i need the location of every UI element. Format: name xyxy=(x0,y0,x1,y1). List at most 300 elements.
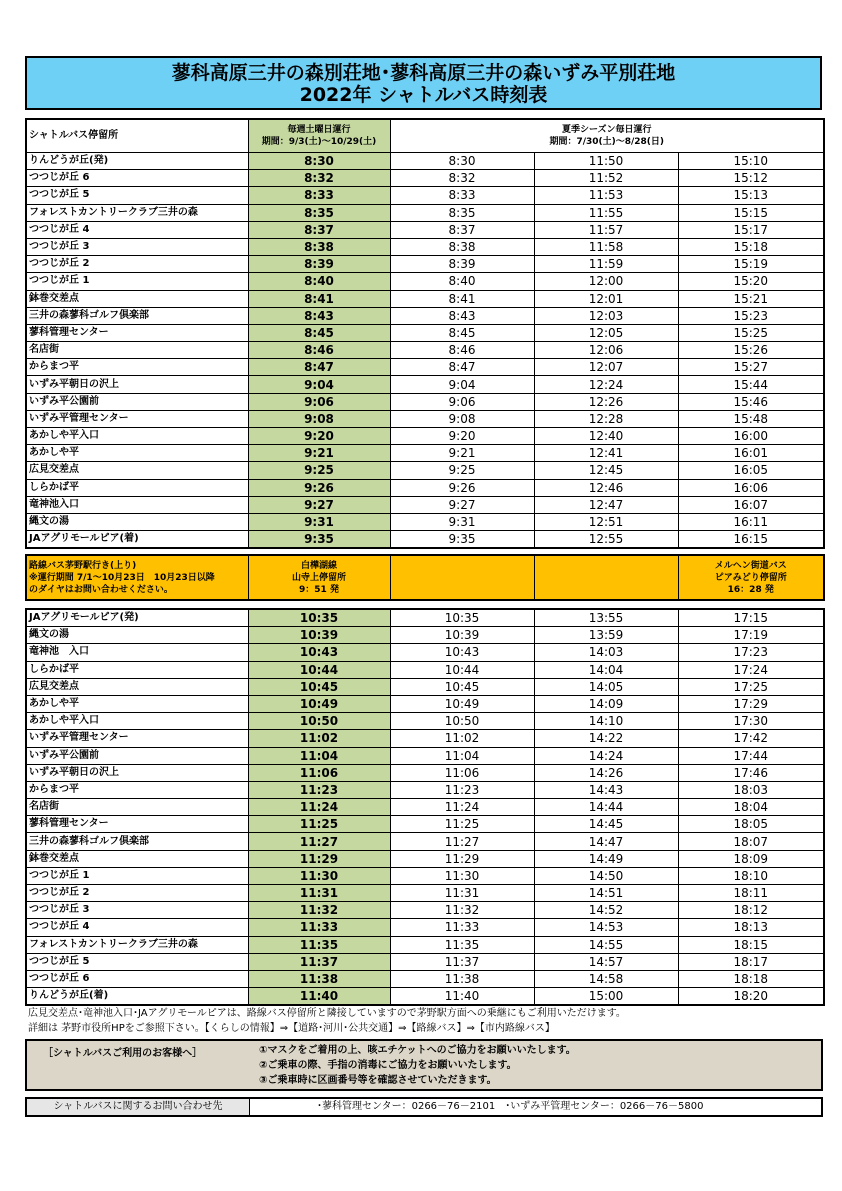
summer-time: 11:52 xyxy=(534,170,678,187)
saturday-time: 11:37 xyxy=(248,953,390,970)
saturday-time: 11:24 xyxy=(248,799,390,816)
notice-item-1: ①マスクをご着用の上、咳エチケットへのご協力をお願いいたします。 xyxy=(259,1045,576,1056)
stop-name: いずみ平朝日の沢上 xyxy=(26,764,248,781)
stop-name: からまつ平 xyxy=(26,781,248,798)
saturday-time: 8:30 xyxy=(248,153,390,170)
summer-time: 16:05 xyxy=(678,462,824,479)
summer-time: 8:38 xyxy=(390,238,534,255)
table-row xyxy=(26,376,824,393)
table-row xyxy=(26,747,824,764)
stop-name: 蓼科管理センター xyxy=(26,816,248,833)
saturday-title: 毎週土曜日運行 xyxy=(287,125,351,135)
table-row xyxy=(26,170,824,187)
summer-time: 12:07 xyxy=(534,359,678,376)
route-bus-note: のダイヤはお問い合わせください。 xyxy=(29,584,173,595)
table-row xyxy=(26,256,824,273)
summer-time: 14:50 xyxy=(534,867,678,884)
summer-time: 14:10 xyxy=(534,713,678,730)
summer-time: 9:08 xyxy=(390,410,534,427)
notice-item-3: ③ご乗車時に区画番号等を確認させていただきます。 xyxy=(259,1075,497,1086)
saturday-time: 8:46 xyxy=(248,342,390,359)
summer-time: 8:43 xyxy=(390,307,534,324)
summer-time: 17:19 xyxy=(678,627,824,644)
summer-time: 8:41 xyxy=(390,290,534,307)
stop-name: つつじが丘 3 xyxy=(26,902,248,919)
stop-name: いずみ平管理センター xyxy=(26,730,248,747)
summer-time: 18:04 xyxy=(678,799,824,816)
table-row xyxy=(26,695,824,712)
table-row xyxy=(26,850,824,867)
summer-time: 12:06 xyxy=(534,342,678,359)
table-row xyxy=(26,153,824,170)
saturday-time: 10:50 xyxy=(248,713,390,730)
route-bus-period: ※運行期間 7/1～10月23日 10月23日以降 xyxy=(29,572,215,583)
stop-name: フォレストカントリークラブ三井の森 xyxy=(26,936,248,953)
summer-time: 11:37 xyxy=(390,953,534,970)
marchen-kaido-bus-info xyxy=(678,555,824,600)
summer-time: 14:51 xyxy=(534,885,678,902)
summer-time: 12:41 xyxy=(534,445,678,462)
saturday-time: 10:49 xyxy=(248,695,390,712)
summer-time: 18:15 xyxy=(678,936,824,953)
summer-time: 8:30 xyxy=(390,153,534,170)
summer-time: 10:39 xyxy=(390,627,534,644)
summer-time: 18:05 xyxy=(678,816,824,833)
stop-name: 名店街 xyxy=(26,342,248,359)
line-name: 白樺湖線 xyxy=(300,560,337,571)
summer-time: 14:26 xyxy=(534,764,678,781)
saturday-time: 9:25 xyxy=(248,462,390,479)
summer-time: 11:38 xyxy=(390,970,534,987)
summer-time: 12:03 xyxy=(534,307,678,324)
table-row xyxy=(26,627,824,644)
summer-time: 12:45 xyxy=(534,462,678,479)
saturday-period: 期間：9/3(土)～10/29(土) xyxy=(261,137,377,147)
empty-cell xyxy=(534,555,678,600)
summer-time: 9:06 xyxy=(390,393,534,410)
summer-time: 14:03 xyxy=(534,644,678,661)
summer-time: 11:58 xyxy=(534,238,678,255)
details-note: 詳細は 茅野市役所HPをご参照下さい。【くらしの情報】⇒【道路･河川･公共交通】⇒【路線バス】⇒【市内路線バス】 xyxy=(28,1023,555,1034)
summer-time: 11:50 xyxy=(534,153,678,170)
summer-time: 18:03 xyxy=(678,781,824,798)
summer-time: 14:43 xyxy=(534,781,678,798)
stop-name: あかしや平入口 xyxy=(26,428,248,445)
summer-time: 10:50 xyxy=(390,713,534,730)
summer-time: 15:48 xyxy=(678,410,824,427)
saturday-time: 8:43 xyxy=(248,307,390,324)
summer-time: 13:59 xyxy=(534,627,678,644)
summer-time: 18:10 xyxy=(678,867,824,884)
stop-name: 広見交差点 xyxy=(26,678,248,695)
stop-name: りんどうが丘(着) xyxy=(26,988,248,1006)
summer-time: 10:49 xyxy=(390,695,534,712)
summer-time: 11:57 xyxy=(534,221,678,238)
saturday-time: 10:35 xyxy=(248,609,390,627)
stop-name: あかしや平 xyxy=(26,695,248,712)
summer-time: 10:45 xyxy=(390,678,534,695)
table-row xyxy=(26,970,824,987)
summer-time: 17:29 xyxy=(678,695,824,712)
stop-name: つつじが丘 4 xyxy=(26,919,248,936)
saturday-time: 8:38 xyxy=(248,238,390,255)
summer-time: 17:25 xyxy=(678,678,824,695)
stop-name: しらかば平 xyxy=(26,661,248,678)
route-bus-connection-row xyxy=(25,554,825,601)
summer-time: 8:32 xyxy=(390,170,534,187)
saturday-time: 8:37 xyxy=(248,221,390,238)
summer-time: 9:04 xyxy=(390,376,534,393)
saturday-time: 8:47 xyxy=(248,359,390,376)
summer-time: 14:58 xyxy=(534,970,678,987)
summer-time: 11:33 xyxy=(390,919,534,936)
summer-time: 17:30 xyxy=(678,713,824,730)
summer-time: 18:18 xyxy=(678,970,824,987)
stop-name: つつじが丘 5 xyxy=(26,187,248,204)
table-row xyxy=(26,324,824,341)
summer-time: 12:47 xyxy=(534,496,678,513)
summer-time: 11:06 xyxy=(390,764,534,781)
summer-time: 14:05 xyxy=(534,678,678,695)
empty-cell xyxy=(390,555,534,600)
summer-time: 12:24 xyxy=(534,376,678,393)
summer-period: 期間：7/30(土)～8/28(日) xyxy=(549,137,665,147)
inbound-timetable xyxy=(25,608,825,1006)
summer-time: 12:28 xyxy=(534,410,678,427)
summer-time: 8:47 xyxy=(390,359,534,376)
saturday-time: 11:30 xyxy=(248,867,390,884)
table-row xyxy=(26,988,824,1006)
saturday-time: 11:27 xyxy=(248,833,390,850)
stop-name: ピアみどり停留所 xyxy=(714,572,787,583)
table-row xyxy=(26,833,824,850)
stop-name: あかしや平入口 xyxy=(26,713,248,730)
summer-time: 15:20 xyxy=(678,273,824,290)
stop-name: つつじが丘 1 xyxy=(26,867,248,884)
summer-time: 18:12 xyxy=(678,902,824,919)
stop-name: いずみ平朝日の沢上 xyxy=(26,376,248,393)
summer-time: 8:33 xyxy=(390,187,534,204)
stop-name: しらかば平 xyxy=(26,479,248,496)
title-banner xyxy=(25,56,822,110)
summer-time: 11:02 xyxy=(390,730,534,747)
table-row xyxy=(26,919,824,936)
table-row xyxy=(26,393,824,410)
saturday-time: 9:21 xyxy=(248,445,390,462)
summer-time: 15:13 xyxy=(678,187,824,204)
summer-time: 12:55 xyxy=(534,531,678,549)
saturday-time: 8:41 xyxy=(248,290,390,307)
stop-name: 蓼科管理センター xyxy=(26,324,248,341)
stop-name: あかしや平 xyxy=(26,445,248,462)
summer-time: 14:47 xyxy=(534,833,678,850)
stop-name: 広見交差点 xyxy=(26,462,248,479)
summer-time: 11:29 xyxy=(390,850,534,867)
summer-time: 11:40 xyxy=(390,988,534,1006)
saturday-time: 8:33 xyxy=(248,187,390,204)
stop-name: つつじが丘 5 xyxy=(26,953,248,970)
summer-time: 15:44 xyxy=(678,376,824,393)
stop-name: つつじが丘 1 xyxy=(26,273,248,290)
departure-time: 16：28 発 xyxy=(727,584,774,595)
summer-title: 夏季シーズン毎日運行 xyxy=(561,125,652,135)
summer-time: 17:15 xyxy=(678,609,824,627)
saturday-time: 9:35 xyxy=(248,531,390,549)
table-row xyxy=(26,953,824,970)
route-bus-info xyxy=(26,555,248,600)
contact-info: ･蓼科管理センター：0266－76－2101 ･いずみ平管理センター：0266－76－5800 xyxy=(317,1101,704,1112)
summer-time: 18:11 xyxy=(678,885,824,902)
table-row xyxy=(26,445,824,462)
table-row xyxy=(26,644,824,661)
summer-time: 8:45 xyxy=(390,324,534,341)
notice-item-2: ②ご乗車の際、手指の消毒にご協力をお願いいたします。 xyxy=(259,1060,517,1071)
summer-time: 9:31 xyxy=(390,513,534,530)
shirakabako-line-info xyxy=(248,555,390,600)
summer-time: 16:06 xyxy=(678,479,824,496)
summer-time: 16:15 xyxy=(678,531,824,549)
summer-time: 18:20 xyxy=(678,988,824,1006)
stop-name: JAアグリモールピア(発) xyxy=(26,609,248,627)
stop-column-header: シャトルバス停留所 xyxy=(26,119,248,153)
saturday-time: 8:32 xyxy=(248,170,390,187)
table-row xyxy=(26,342,824,359)
transfer-note: 広見交差点･竜神池入口･JAアグリモールピアは、路線バス停留所と隣接していますので茅野駅方面への乗継にもご利用いただけます。 xyxy=(28,1008,626,1019)
summer-time: 16:00 xyxy=(678,428,824,445)
summer-time: 9:27 xyxy=(390,496,534,513)
table-row xyxy=(26,204,824,221)
table-row xyxy=(26,885,824,902)
summer-time: 18:13 xyxy=(678,919,824,936)
table-row xyxy=(26,359,824,376)
table-row xyxy=(26,764,824,781)
summer-time: 14:57 xyxy=(534,953,678,970)
summer-time: 15:23 xyxy=(678,307,824,324)
summer-time: 14:44 xyxy=(534,799,678,816)
saturday-time: 9:08 xyxy=(248,410,390,427)
summer-time: 11:55 xyxy=(534,204,678,221)
table-row xyxy=(26,936,824,953)
saturday-time: 11:40 xyxy=(248,988,390,1006)
summer-time: 18:09 xyxy=(678,850,824,867)
summer-time: 8:40 xyxy=(390,273,534,290)
saturday-time: 11:04 xyxy=(248,747,390,764)
table-row xyxy=(26,713,824,730)
stop-name: JAアグリモールピア(着) xyxy=(26,531,248,549)
summer-time: 16:01 xyxy=(678,445,824,462)
summer-time: 14:24 xyxy=(534,747,678,764)
summer-time: 17:24 xyxy=(678,661,824,678)
summer-time: 12:05 xyxy=(534,324,678,341)
saturday-time: 11:31 xyxy=(248,885,390,902)
summer-time: 16:11 xyxy=(678,513,824,530)
table-row xyxy=(26,290,824,307)
summer-time: 8:39 xyxy=(390,256,534,273)
stop-name: つつじが丘 2 xyxy=(26,256,248,273)
summer-time: 11:53 xyxy=(534,187,678,204)
saturday-time: 11:35 xyxy=(248,936,390,953)
saturday-time: 8:40 xyxy=(248,273,390,290)
contact-label: シャトルバスに関するお問い合わせ先 xyxy=(27,1099,250,1115)
table-row xyxy=(26,496,824,513)
table-row xyxy=(26,462,824,479)
summer-time: 11:24 xyxy=(390,799,534,816)
stop-name: 三井の森蓼科ゴルフ倶楽部 xyxy=(26,833,248,850)
departure-time: 9：51 発 xyxy=(299,584,339,595)
saturday-time: 10:44 xyxy=(248,661,390,678)
stop-name: つつじが丘 4 xyxy=(26,221,248,238)
saturday-time: 10:39 xyxy=(248,627,390,644)
summer-time: 14:49 xyxy=(534,850,678,867)
timetable-header xyxy=(26,119,824,153)
table-row xyxy=(26,730,824,747)
stop-name: 竜神池 入口 xyxy=(26,644,248,661)
summer-time: 15:12 xyxy=(678,170,824,187)
summer-time: 11:32 xyxy=(390,902,534,919)
summer-time: 14:53 xyxy=(534,919,678,936)
saturday-time: 11:29 xyxy=(248,850,390,867)
route-bus-title: 路線バス茅野駅行き(上り) xyxy=(29,560,137,571)
summer-time: 15:26 xyxy=(678,342,824,359)
saturday-time: 11:33 xyxy=(248,919,390,936)
summer-time: 15:21 xyxy=(678,290,824,307)
saturday-time: 11:32 xyxy=(248,902,390,919)
stop-name: つつじが丘 6 xyxy=(26,170,248,187)
summer-time: 11:04 xyxy=(390,747,534,764)
stop-name: 三井の森蓼科ゴルフ倶楽部 xyxy=(26,307,248,324)
summer-time: 11:23 xyxy=(390,781,534,798)
summer-time: 11:27 xyxy=(390,833,534,850)
stop-name: つつじが丘 2 xyxy=(26,885,248,902)
saturday-time: 8:39 xyxy=(248,256,390,273)
table-row xyxy=(26,678,824,695)
page-subtitle: 2022年 シャトルバス時刻表 xyxy=(299,84,548,106)
stop-name: つつじが丘 3 xyxy=(26,238,248,255)
summer-time: 14:04 xyxy=(534,661,678,678)
table-row xyxy=(26,661,824,678)
saturday-time: 9:31 xyxy=(248,513,390,530)
saturday-time: 9:27 xyxy=(248,496,390,513)
table-row xyxy=(26,428,824,445)
saturday-time: 11:23 xyxy=(248,781,390,798)
summer-time: 10:35 xyxy=(390,609,534,627)
stop-name: 縄文の湯 xyxy=(26,513,248,530)
summer-time: 9:21 xyxy=(390,445,534,462)
summer-time: 14:52 xyxy=(534,902,678,919)
summer-time: 16:07 xyxy=(678,496,824,513)
summer-time: 15:10 xyxy=(678,153,824,170)
summer-time: 12:26 xyxy=(534,393,678,410)
summer-time: 8:37 xyxy=(390,221,534,238)
stop-name: いずみ平公園前 xyxy=(26,747,248,764)
contact-box xyxy=(25,1097,823,1117)
summer-time: 11:35 xyxy=(390,936,534,953)
stop-name: りんどうが丘(発) xyxy=(26,153,248,170)
table-row xyxy=(26,531,824,549)
summer-time: 17:44 xyxy=(678,747,824,764)
stop-name: 縄文の湯 xyxy=(26,627,248,644)
stop-name: フォレストカントリークラブ三井の森 xyxy=(26,204,248,221)
summer-time: 18:17 xyxy=(678,953,824,970)
summer-time: 9:26 xyxy=(390,479,534,496)
table-row xyxy=(26,513,824,530)
table-row xyxy=(26,902,824,919)
summer-time: 15:17 xyxy=(678,221,824,238)
summer-time: 8:46 xyxy=(390,342,534,359)
saturday-time: 10:45 xyxy=(248,678,390,695)
summer-time: 15:46 xyxy=(678,393,824,410)
table-row xyxy=(26,187,824,204)
saturday-time: 8:45 xyxy=(248,324,390,341)
summer-time: 12:46 xyxy=(534,479,678,496)
summer-time: 9:20 xyxy=(390,428,534,445)
summer-time: 9:25 xyxy=(390,462,534,479)
summer-time: 11:25 xyxy=(390,816,534,833)
summer-time: 15:15 xyxy=(678,204,824,221)
summer-time: 12:00 xyxy=(534,273,678,290)
summer-time: 15:18 xyxy=(678,238,824,255)
table-row xyxy=(26,238,824,255)
stop-name: いずみ平管理センター xyxy=(26,410,248,427)
saturday-time: 11:38 xyxy=(248,970,390,987)
stop-name: 竜神池入口 xyxy=(26,496,248,513)
summer-time: 9:35 xyxy=(390,531,534,549)
table-row xyxy=(26,781,824,798)
page-title: 蓼科高原三井の森別荘地･蓼科高原三井の森いずみ平別荘地 xyxy=(171,62,676,84)
summer-time: 14:55 xyxy=(534,936,678,953)
summer-time: 18:07 xyxy=(678,833,824,850)
summer-time: 17:42 xyxy=(678,730,824,747)
summer-time: 12:01 xyxy=(534,290,678,307)
stop-name: 山寺上停留所 xyxy=(291,572,346,583)
saturday-time: 9:26 xyxy=(248,479,390,496)
stop-name: からまつ平 xyxy=(26,359,248,376)
table-row xyxy=(26,273,824,290)
summer-time: 11:31 xyxy=(390,885,534,902)
saturday-time: 11:02 xyxy=(248,730,390,747)
summer-time: 15:27 xyxy=(678,359,824,376)
summer-time: 15:19 xyxy=(678,256,824,273)
table-row xyxy=(26,609,824,627)
stop-name: つつじが丘 6 xyxy=(26,970,248,987)
stop-name: いずみ平公園前 xyxy=(26,393,248,410)
saturday-time: 8:35 xyxy=(248,204,390,221)
saturday-column-header xyxy=(248,119,390,153)
summer-time: 14:09 xyxy=(534,695,678,712)
summer-time: 10:43 xyxy=(390,644,534,661)
summer-time: 17:46 xyxy=(678,764,824,781)
summer-time: 17:23 xyxy=(678,644,824,661)
summer-time: 15:25 xyxy=(678,324,824,341)
summer-time: 12:51 xyxy=(534,513,678,530)
saturday-time: 9:04 xyxy=(248,376,390,393)
summer-time: 11:59 xyxy=(534,256,678,273)
summer-time: 14:45 xyxy=(534,816,678,833)
summer-time: 14:22 xyxy=(534,730,678,747)
summer-time: 10:44 xyxy=(390,661,534,678)
line-name: メルヘン街道バス xyxy=(714,560,787,571)
table-row xyxy=(26,799,824,816)
saturday-time: 9:06 xyxy=(248,393,390,410)
summer-time: 15:00 xyxy=(534,988,678,1006)
saturday-time: 11:25 xyxy=(248,816,390,833)
saturday-time: 9:20 xyxy=(248,428,390,445)
table-row xyxy=(26,307,824,324)
table-row xyxy=(26,221,824,238)
table-row xyxy=(26,867,824,884)
stop-name: 名店街 xyxy=(26,799,248,816)
stop-name: 鉢巻交差点 xyxy=(26,290,248,307)
